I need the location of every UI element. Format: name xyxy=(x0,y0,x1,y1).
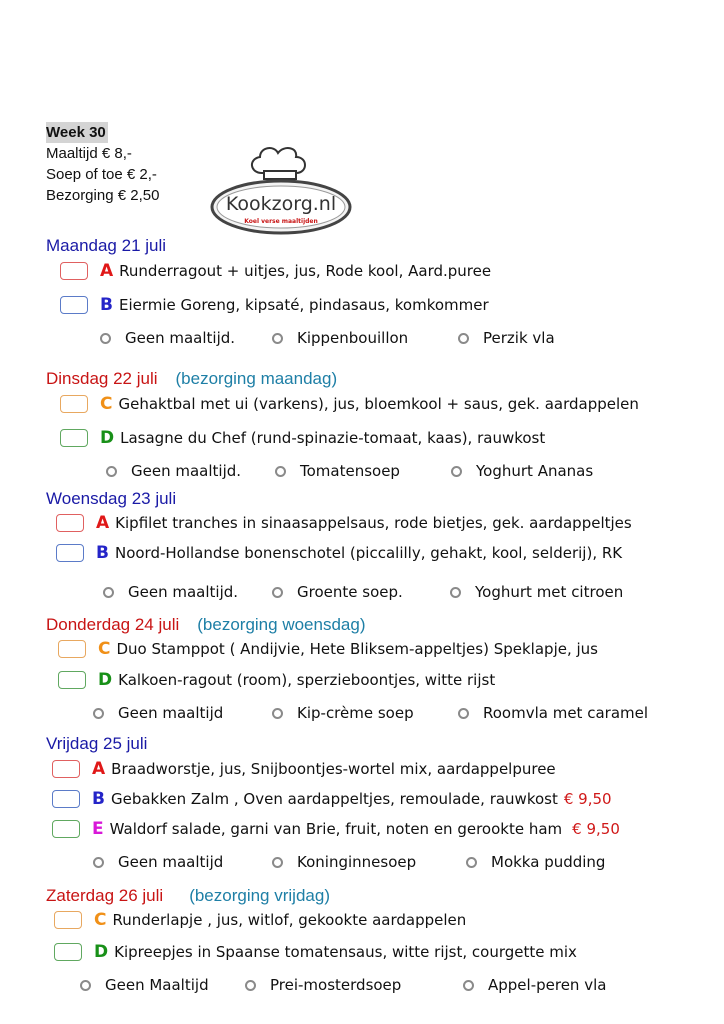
option-label: Mokka pudding xyxy=(491,853,606,871)
meal-letter: C xyxy=(100,394,113,414)
day-name: Donderdag 24 juli xyxy=(46,615,180,634)
option-label: Prei-mosterdsoep xyxy=(270,976,402,994)
meal-checkbox[interactable] xyxy=(52,760,80,778)
meal-description: Gebakken Zalm , Oven aardappeltjes, remoulade, rauwkost xyxy=(110,790,558,808)
meal-checkbox[interactable] xyxy=(52,790,80,808)
option-soup[interactable] xyxy=(272,853,416,871)
day-header-woensdag xyxy=(46,489,176,509)
kookzorg-logo xyxy=(210,143,352,235)
radio-button[interactable] xyxy=(450,587,461,598)
meal-row xyxy=(60,261,491,281)
option-dessert[interactable] xyxy=(458,704,648,722)
meal-checkbox[interactable] xyxy=(56,514,84,532)
meal-checkbox[interactable] xyxy=(52,820,80,838)
option-label: Tomatensoep xyxy=(300,462,400,480)
meal-checkbox[interactable] xyxy=(54,911,82,929)
meal-description: Noord-Hollandse bonenschotel (piccalilly, gehakt, kool, selderij), RK xyxy=(114,544,623,562)
option-soup[interactable] xyxy=(245,976,401,994)
delivery-note: (bezorging vrijdag) xyxy=(189,886,330,905)
day-header-zaterdag xyxy=(46,886,330,906)
meal-row xyxy=(52,759,556,779)
logo-tagline: Koel verse maaltijden xyxy=(244,218,318,225)
meal-checkbox[interactable] xyxy=(60,395,88,413)
meal-checkbox[interactable] xyxy=(60,262,88,280)
option-label: Geen maaltijd xyxy=(118,853,224,871)
meal-row xyxy=(56,513,632,533)
option-dessert[interactable] xyxy=(466,853,605,871)
meal-checkbox[interactable] xyxy=(56,544,84,562)
meal-description: Runderragout + uitjes, jus, Rode kool, Aard.puree xyxy=(119,262,492,280)
meal-description: Kalkoen-ragout (room), sperzieboontjes, witte rijst xyxy=(118,671,496,689)
meal-description: Eiermie Goreng, kipsaté, pindasaus, komkommer xyxy=(118,296,489,314)
meal-row xyxy=(52,819,620,839)
meal-letter: B xyxy=(92,789,105,809)
week-title: Week 30 xyxy=(46,124,106,141)
option-dessert[interactable] xyxy=(450,583,623,601)
meal-row xyxy=(60,394,639,414)
day-name: Vrijdag 25 juli xyxy=(46,734,148,753)
meal-row xyxy=(60,295,489,315)
meal-row xyxy=(54,942,577,962)
day-name: Maandag 21 juli xyxy=(46,236,167,255)
meal-letter: A xyxy=(100,261,114,281)
meal-description: Gehaktbal met ui (varkens), jus, bloemkool + saus, gek. aardappelen xyxy=(118,395,639,413)
radio-button[interactable] xyxy=(466,857,477,868)
meal-checkbox[interactable] xyxy=(58,640,86,658)
meal-letter: D xyxy=(98,670,113,690)
meal-letter: B xyxy=(100,295,113,315)
radio-button[interactable] xyxy=(80,980,91,991)
option-label: Geen maaltijd xyxy=(118,704,224,722)
option-dessert[interactable] xyxy=(463,976,606,994)
option-label: Appel-peren vla xyxy=(488,976,607,994)
delivery-note: (bezorging woensdag) xyxy=(197,615,366,634)
option-label: Geen Maaltijd xyxy=(105,976,209,994)
meal-description: Waldorf salade, garni van Brie, fruit, noten en gerookte ham xyxy=(109,820,563,838)
option-dessert[interactable] xyxy=(458,329,555,347)
option-label: Kip-crème soep xyxy=(297,704,414,722)
meal-description: Duo Stamppot ( Andijvie, Hete Bliksem-appeltjes) Speklapje, jus xyxy=(116,640,598,658)
option-label: Yoghurt met citroen xyxy=(475,583,624,601)
option-geen-maaltijd[interactable] xyxy=(93,704,223,722)
radio-button[interactable] xyxy=(103,587,114,598)
option-soup[interactable] xyxy=(272,583,403,601)
option-label: Perzik vla xyxy=(483,329,555,347)
meal-letter: D xyxy=(94,942,109,962)
radio-button[interactable] xyxy=(245,980,256,991)
radio-button[interactable] xyxy=(463,980,474,991)
radio-button[interactable] xyxy=(458,333,469,344)
option-soup[interactable] xyxy=(272,704,414,722)
meal-letter: D xyxy=(100,428,115,448)
price-meal: Maaltijd € 8,- xyxy=(46,145,132,162)
day-header-maandag xyxy=(46,236,166,256)
option-soup[interactable] xyxy=(275,462,400,480)
meal-checkbox[interactable] xyxy=(58,671,86,689)
meal-description: Kipfilet tranches in sinaasappelsaus, rode bietjes, gek. aardappeltjes xyxy=(115,514,632,532)
meal-description: Braadworstje, jus, Snijboontjes-wortel mix, aardappelpuree xyxy=(111,760,556,778)
week-info xyxy=(46,122,159,206)
meal-row xyxy=(58,639,598,659)
radio-button[interactable] xyxy=(272,587,283,598)
meal-letter: E xyxy=(92,819,104,839)
radio-button[interactable] xyxy=(272,857,283,868)
radio-button[interactable] xyxy=(93,708,104,719)
radio-button[interactable] xyxy=(100,333,111,344)
option-label: Roomvla met caramel xyxy=(483,704,649,722)
logo-brand: Kookzorg.nl xyxy=(225,193,337,215)
day-header-vrijdag xyxy=(46,734,147,754)
radio-button[interactable] xyxy=(272,708,283,719)
day-header-donderdag xyxy=(46,615,365,635)
radio-button[interactable] xyxy=(451,466,462,477)
day-name: Zaterdag 26 juli xyxy=(46,886,164,905)
option-label: Geen maaltijd. xyxy=(128,583,239,601)
option-geen-maaltijd[interactable] xyxy=(103,583,238,601)
meal-letter: A xyxy=(92,759,106,779)
meal-checkbox[interactable] xyxy=(54,943,82,961)
day-name: Dinsdag 22 juli xyxy=(46,369,158,388)
option-geen-maaltijd[interactable] xyxy=(100,329,235,347)
radio-button[interactable] xyxy=(106,466,117,477)
meal-price: € 9,50 xyxy=(572,820,620,838)
option-soup[interactable] xyxy=(272,329,408,347)
radio-button[interactable] xyxy=(272,333,283,344)
meal-letter: C xyxy=(98,639,111,659)
option-label: Kippenbouillon xyxy=(297,329,409,347)
meal-checkbox[interactable] xyxy=(60,429,88,447)
meal-checkbox[interactable] xyxy=(60,296,88,314)
radio-button[interactable] xyxy=(458,708,469,719)
option-geen-maaltijd[interactable] xyxy=(93,853,223,871)
option-label: Geen maaltijd. xyxy=(125,329,236,347)
price-delivery: Bezorging € 2,50 xyxy=(46,187,160,204)
day-header-dinsdag xyxy=(46,369,337,389)
meal-row xyxy=(52,789,612,809)
option-label: Geen maaltijd. xyxy=(131,462,242,480)
meal-letter: B xyxy=(96,543,109,563)
meal-row xyxy=(58,670,495,690)
option-label: Groente soep. xyxy=(297,583,403,601)
option-geen-maaltijd[interactable] xyxy=(106,462,241,480)
meal-description: Lasagne du Chef (rund-spinazie-tomaat, kaas), rauwkost xyxy=(120,429,546,447)
meal-row xyxy=(54,910,466,930)
meal-row xyxy=(56,543,622,563)
day-name: Woensdag 23 juli xyxy=(46,489,177,508)
option-dessert[interactable] xyxy=(451,462,593,480)
meal-letter: A xyxy=(96,513,110,533)
meal-row xyxy=(60,428,545,448)
meal-description: Runderlapje , jus, witlof, gekookte aardappelen xyxy=(112,911,467,929)
delivery-note: (bezorging maandag) xyxy=(175,369,338,388)
option-label: Koninginnesoep xyxy=(297,853,417,871)
meal-letter: C xyxy=(94,910,107,930)
option-label: Yoghurt Ananas xyxy=(476,462,594,480)
meal-description: Kipreepjes in Spaanse tomatensaus, witte rijst, courgette mix xyxy=(114,943,577,961)
meal-price: € 9,50 xyxy=(563,790,612,808)
price-soup: Soep of toe € 2,- xyxy=(46,166,157,183)
radio-button[interactable] xyxy=(93,857,104,868)
radio-button[interactable] xyxy=(275,466,286,477)
option-geen-maaltijd[interactable] xyxy=(80,976,209,994)
